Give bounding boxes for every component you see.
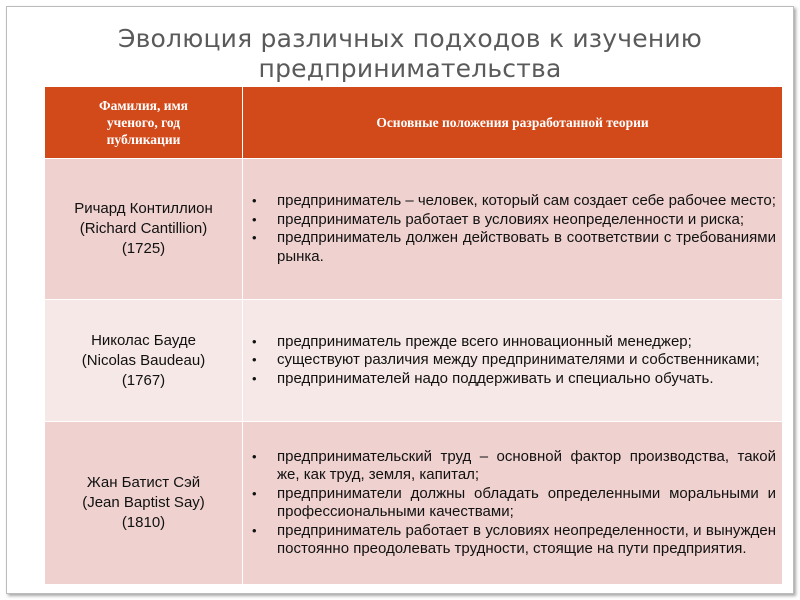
- table-row: [45, 300, 783, 422]
- bullet-icon: •: [252, 448, 257, 464]
- bullet-icon: •: [252, 485, 257, 501]
- slide-title: [60, 24, 760, 84]
- scientist-name-latin: (Nicolas Baudeau): [81, 351, 206, 369]
- list-item: • существуют различия между предпринимателями и собственниками;: [252, 351, 760, 369]
- list-item: • предприниматель работает в условиях неопределенности и риска;: [252, 210, 745, 228]
- bullet-icon: •: [252, 370, 257, 386]
- slide-title-line-1: Эволюция различных подходов к изучению: [117, 24, 703, 53]
- scientist-name-latin: (Richard Cantillion): [79, 220, 208, 237]
- header-scientist: Фамилия, имя ученого, год публикации: [45, 87, 243, 159]
- publication-year: (1767): [121, 371, 166, 389]
- theory-cell: [243, 159, 783, 300]
- list-item: • предприниматель прежде всего инновационный менеджер;: [252, 332, 692, 350]
- table-row: [45, 422, 783, 585]
- theory-cell: [243, 300, 783, 422]
- bullet-icon: •: [252, 522, 257, 538]
- bullet-icon: •: [252, 193, 257, 208]
- publication-year: (1810): [121, 514, 166, 531]
- list-item: • предприниматели должны обладать определенными моральными и профессиональными качествами;: [252, 484, 776, 520]
- bullet-icon: •: [252, 211, 257, 227]
- theory-points: [243, 331, 782, 391]
- theory-points: [243, 446, 782, 561]
- header-theory: Основные положения разработанной теории: [243, 87, 783, 159]
- scientist-cell: [45, 422, 243, 585]
- list-item: • предприниматель – человек, который сам создает себе рабочее место;: [252, 192, 776, 209]
- slide-title-line-2: предпринимательства: [258, 54, 562, 83]
- list-item: • предпринимательский труд – основной фактор производства, такой же, как труд, земля, капитал;: [252, 447, 776, 483]
- scientist-name-latin: (Jean Baptist Say): [82, 494, 205, 511]
- table-header-row: [45, 87, 783, 159]
- table-row: [45, 159, 783, 300]
- scientist-name: Ричард Контиллион: [74, 200, 213, 217]
- list-item: • предпринимателей надо поддерживать и специально обучать.: [252, 369, 714, 387]
- scientist-name: Николас Бауде: [91, 331, 196, 349]
- list-item: • предприниматель работает в условиях неопределенности, и вынужден постоянно преодолевать трудности, стоящие на пути предприятия.: [252, 521, 776, 557]
- theory-cell: [243, 422, 783, 585]
- scientist-name: Жан Батист Сэй: [86, 474, 201, 491]
- scientist-cell: [45, 300, 243, 422]
- bullet-icon: •: [252, 230, 257, 245]
- theory-points: [243, 190, 782, 268]
- theories-table: [44, 86, 783, 585]
- bullet-icon: •: [252, 352, 257, 368]
- bullet-icon: •: [252, 333, 257, 349]
- publication-year: (1725): [121, 240, 166, 257]
- scientist-cell: [45, 159, 243, 300]
- list-item: • предприниматель должен действовать в соответствии с требованиями рынка.: [252, 229, 776, 265]
